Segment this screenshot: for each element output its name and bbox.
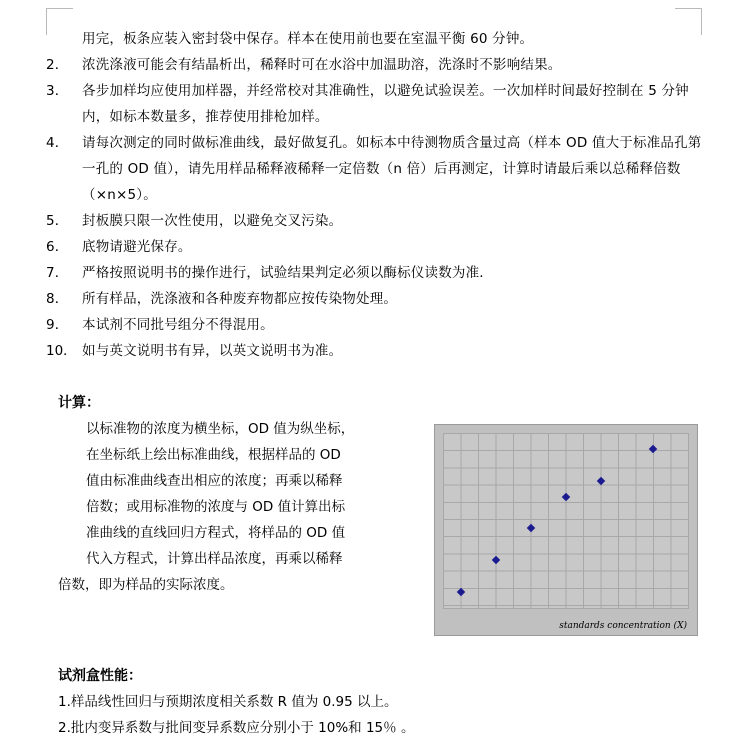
calculation-line-2: 在坐标纸上绘出标准曲线，根据样品的 OD xyxy=(86,447,341,463)
list-item-text: 本试剂不同批号组分不得混用。 xyxy=(82,317,274,333)
list-item-number: 10． xyxy=(46,343,77,359)
list-item-number: 6． xyxy=(46,239,69,255)
calculation-section xyxy=(46,416,706,631)
list-item xyxy=(46,52,706,78)
performance-heading: 试剂盒性能： xyxy=(58,668,142,684)
chart-data-point xyxy=(649,445,657,453)
calculation-line-3: 值由标准曲线查出相应的浓度；再乘以稀释 xyxy=(86,473,343,489)
calculation-line-6: 代入方程式，计算出样品浓度，再乘以稀释 xyxy=(86,551,343,567)
list-item-text: 封板膜只限一次性使用，以避免交叉污染。 xyxy=(82,213,343,229)
list-item-number: 8． xyxy=(46,291,69,307)
list-item xyxy=(46,130,706,208)
calculation-line-1: 以标准物的浓度为横坐标，OD 值为纵坐标， xyxy=(86,421,355,437)
document-page xyxy=(46,26,706,741)
intro-paragraph: 用完，板条应装入密封袋中保存。样本在使用前也要在室温平衡 60 分钟。 xyxy=(82,31,534,47)
notes-list xyxy=(46,52,706,364)
performance-line-2: 2.批内变异系数与批间变异系数应分别小于 10%和 15％ 。 xyxy=(58,720,415,736)
list-item xyxy=(46,312,706,338)
list-item-number: 3． xyxy=(46,83,69,99)
list-item-text: 所有样品，洗涤液和各种废弃物都应按传染物处理。 xyxy=(82,291,398,307)
calculation-line-7: 倍数，即为样品的实际浓度。 xyxy=(58,577,234,593)
calculation-heading: 计算： xyxy=(58,395,100,411)
chart-data-point xyxy=(491,556,499,564)
list-item xyxy=(46,260,706,286)
list-item-text: 严格按照说明书的操作进行，试验结果判定必须以酶标仪读数为准. xyxy=(82,265,484,281)
list-item xyxy=(46,234,706,260)
list-item-number: 5． xyxy=(46,213,69,229)
list-item-text: 如与英文说明书有异，以英文说明书为准。 xyxy=(82,343,343,359)
chart-plot-area xyxy=(443,433,689,609)
list-item xyxy=(46,208,706,234)
chart-data-point xyxy=(596,476,604,484)
performance-line-1: 1.样品线性回归与预期浓度相关系数 R 值为 0.95 以上。 xyxy=(58,694,398,710)
standard-curve-chart xyxy=(434,424,698,636)
list-item-number: 7． xyxy=(46,265,69,281)
list-item-text: 底物请避光保存。 xyxy=(82,239,192,255)
chart-data-point xyxy=(526,524,534,532)
list-item-number: 2． xyxy=(46,57,69,73)
calculation-paragraph xyxy=(58,416,418,598)
list-item-text: 各步加样均应使用加样器，并经常校对其准确性，以避免试验误差。一次加样时间最好控制在 5 分钟内，如标本数量多，推荐使用排枪加样。 xyxy=(82,83,689,125)
list-item xyxy=(46,338,706,364)
list-item-text: 请每次测定的同时做标准曲线，最好做复孔。如标本中待测物质含量过高（样本 OD 值大于标准品孔第一孔的 OD 值），请先用样品稀释液稀释一定倍数（n 倍）后再测定，计算时请最后乘以总稀释倍数（×n×5）。 xyxy=(82,135,702,203)
list-item-number: 4． xyxy=(46,135,69,151)
list-item xyxy=(46,286,706,312)
chart-data-point xyxy=(456,588,464,596)
list-item xyxy=(46,78,706,130)
chart-x-axis-label: standards concentration (X) xyxy=(559,621,687,631)
list-item-number: 9． xyxy=(46,317,69,333)
calculation-line-5: 准曲线的直线回归方程式，将样品的 OD 值 xyxy=(86,525,346,541)
calculation-line-4: 倍数；或用标准物的浓度与 OD 值计算出标 xyxy=(86,499,346,515)
chart-data-point xyxy=(561,492,569,500)
list-item-text: 浓洗涤液可能会有结晶析出，稀释时可在水浴中加温助溶，洗涤时不影响结果。 xyxy=(82,57,562,73)
